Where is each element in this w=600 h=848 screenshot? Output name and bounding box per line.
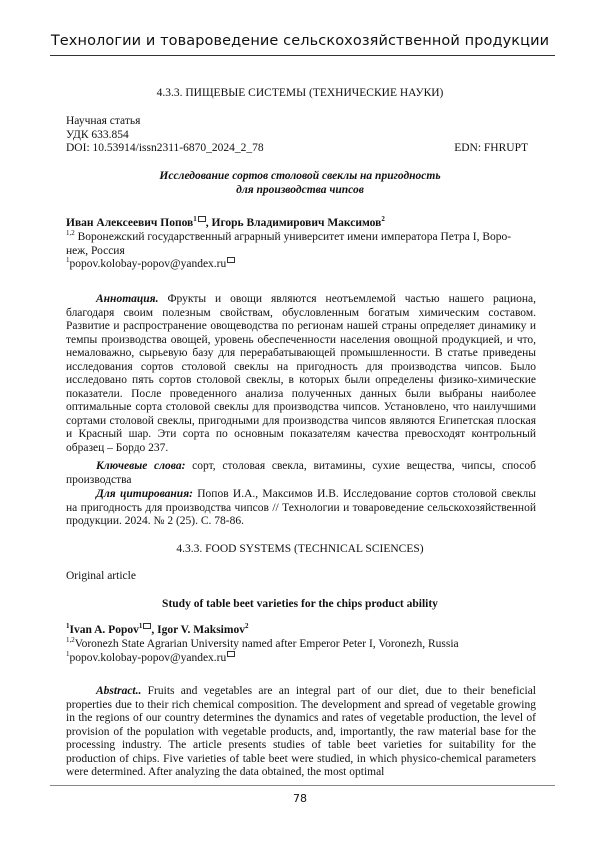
title-ru-line1: Исследование сортов столовой свеклы на пригодность xyxy=(159,170,441,182)
author1-sup: 1 xyxy=(193,215,197,224)
abstract-en xyxy=(66,685,536,780)
citation-ru xyxy=(66,488,536,529)
authors-ru xyxy=(66,217,385,229)
header-divider xyxy=(50,55,555,56)
aff-sup-en: 1,2 xyxy=(66,636,75,645)
aff-text-en: Voronezh State Agrarian University named after Emperor Peter I, Voronezh, Russia xyxy=(74,638,459,650)
edn: EDN: FHRUPT xyxy=(454,142,528,154)
affiliation-ru xyxy=(66,231,536,272)
mail-icon xyxy=(198,216,206,222)
udk: УДК 633.854 xyxy=(66,129,129,141)
mail-icon xyxy=(227,651,235,657)
affiliation-en xyxy=(66,638,536,665)
author-separator: , xyxy=(205,217,212,229)
article-title-en: Study of table beet varieties for the chips product ability xyxy=(162,598,438,610)
journal-header: Технологии и товароведение сельскохозяйственной продукции xyxy=(50,33,550,49)
author1-pre-sup: 1 xyxy=(66,622,70,631)
citation-text: Попов И.А., Максимов И.В. Исследование сортов столовой свеклы на пригодность для производства чипсов // Технологии и товароведение сельскохозяйственной продукции. 2024. № 2 (25). С. 78-86. xyxy=(66,488,536,528)
author2-sup-en: 2 xyxy=(244,622,249,631)
article-title-ru xyxy=(0,170,600,197)
mail-icon xyxy=(227,257,235,263)
author1-name: Иван Алексеевич Попов xyxy=(66,217,194,229)
authors-en xyxy=(66,624,248,636)
keywords-label: Ключевые слова: xyxy=(96,460,186,472)
email-sup: 1 xyxy=(66,256,70,265)
abstract-label-en: Abstract.. xyxy=(96,685,142,697)
email-link-en[interactable]: popov.kolobay-popov@yandex.ru xyxy=(69,651,227,664)
page-number: 78 xyxy=(293,792,307,805)
aff-line2: неж, Россия xyxy=(66,244,125,257)
citation-label: Для цитирования: xyxy=(96,488,193,500)
doi: DOI: 10.53914/issn2311-6870_2024_2_78 xyxy=(66,142,264,154)
author1-name-en: Ivan A. Popov xyxy=(69,624,139,636)
email-link[interactable]: popov.kolobay-popov@yandex.ru xyxy=(69,258,227,271)
author-separator-en: , xyxy=(151,624,158,636)
title-ru-line2: для производства чипсов xyxy=(236,183,364,196)
author2-name: Игорь Владимирович Максимов xyxy=(211,217,382,229)
author2-name-en: Igor V. Maksimov xyxy=(157,624,245,636)
abstract-text: Фрукты и овощи являются неотъемлемой частью нашего рациона, благодаря своим полезным свойствам, обусловленным богатым химическим составом. Развитие и распространение овощеводства по регионам нашей страны определяет динамику и темпы производства овощей, уровень обеспеченности населения овощной продукцией, и что, немаловажно, сырьевую базу для перерабатывающей промышленности. В статье приведены исследования сортов столовой свеклы на пригодность для производства чипсов. Было исследовано пять сортов столовой свеклы, в которых были определены физико-химические показатели. После проведенного анализа полученных данных были выбраны наиболее оптимальные сорта столовой свеклы для производства чипсов. Установлено, что наилучшими сортами столовой свеклы, пригодными для производства чипсов являются Египетская плоская и Красный шар. Эти сорта по основным показателям качества превосходят контрольный образец – Бордо 237. xyxy=(66,293,536,455)
author1-sup-en: 1 xyxy=(138,622,143,631)
section-heading-en: 4.3.3. FOOD SYSTEMS (TECHNICAL SCIENCES) xyxy=(176,543,424,555)
footer-divider xyxy=(50,785,555,786)
mail-icon xyxy=(143,623,151,629)
article-type-en: Original article xyxy=(66,570,136,582)
author2-sup: 2 xyxy=(381,215,385,224)
article-type-ru: Научная статья xyxy=(66,115,141,127)
keywords-ru xyxy=(66,460,536,487)
aff-sup: 1,2 xyxy=(66,229,75,238)
aff-line1: Воронежский государственный аграрный университет имени императора Петра I, Воро- xyxy=(74,231,512,243)
abstract-ru xyxy=(66,293,536,456)
keywords-text: сорт, столовая свекла, витамины, сухие вещества, чипсы, способ производства xyxy=(66,460,536,486)
abstract-text-en: Fruits and vegetables are an integral part of our diet, due to their beneficial properties due to their rich chemical composition. The development and spread of vegetable growing in the regions of our country determines the dynamics and rates of vegetable production, the level of provision of the population with vegetable products, and, importantly, the raw material base for the processing industry. The article presents studies of table beet varieties for suitability for the production of chips. Five varieties of table beet were studied, in which physico-chemical parameters were determined. After analyzing the data obtained, the most optimal xyxy=(66,685,536,779)
email-sup-en: 1 xyxy=(66,649,70,658)
abstract-label: Аннотация. xyxy=(96,293,159,305)
section-heading-ru: 4.3.3. ПИЩЕВЫЕ СИСТЕМЫ (ТЕХНИЧЕСКИЕ НАУКИ) xyxy=(156,87,444,99)
